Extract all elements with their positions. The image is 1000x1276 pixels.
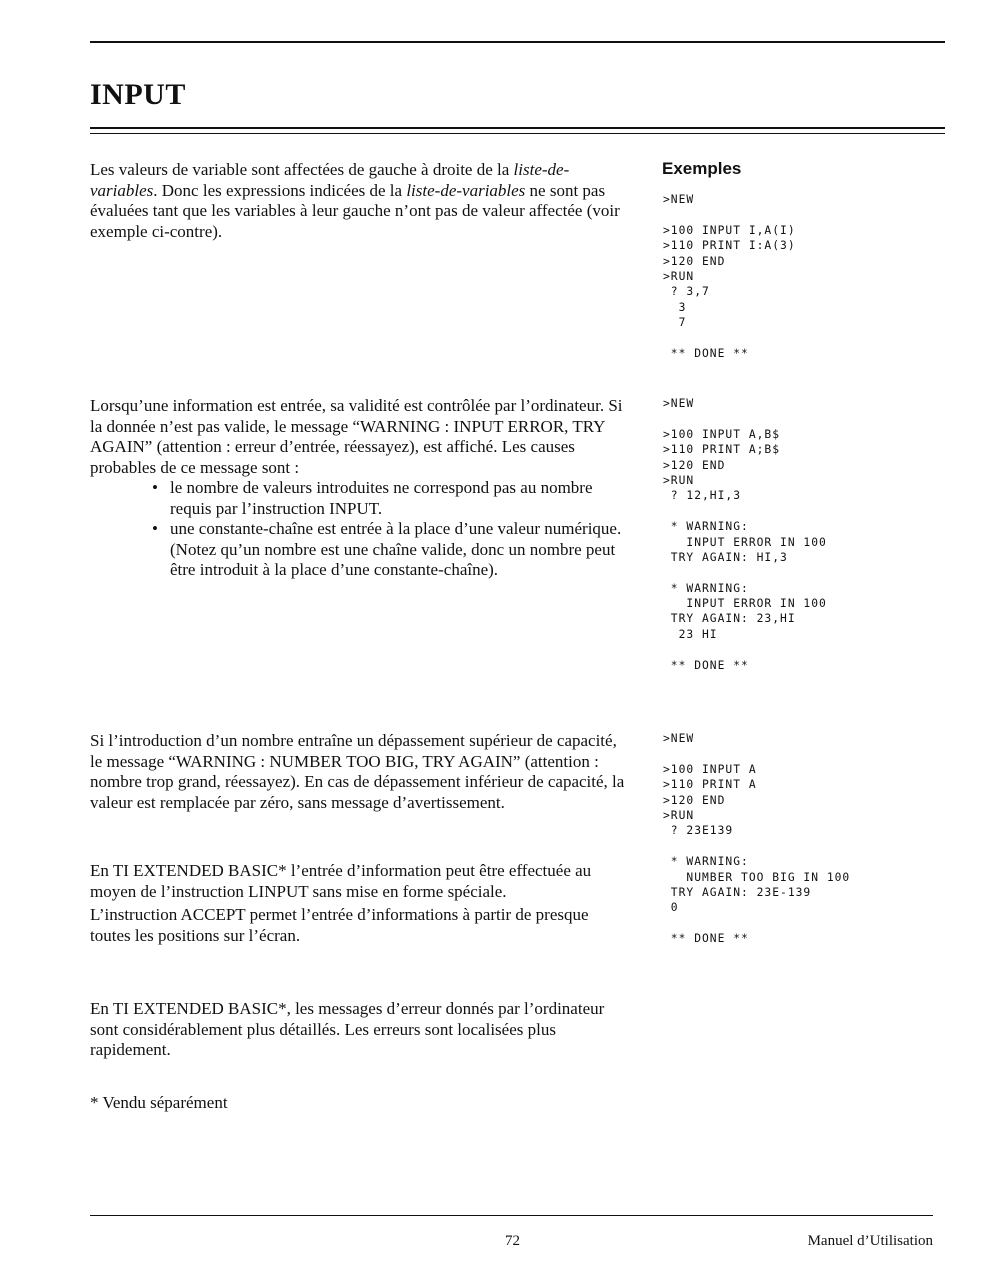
code-line: >NEW bbox=[663, 193, 695, 206]
section-extended-basic-errors bbox=[90, 999, 630, 1061]
code-line: TRY AGAIN: 23,HI bbox=[663, 612, 796, 626]
section-variable-assignment bbox=[90, 160, 630, 242]
code-line: >110 PRINT I:A(3) bbox=[663, 239, 796, 253]
code-line: 3 bbox=[663, 300, 687, 314]
cause-item: • une constante-chaîne est entrée à la place d’une valeur numérique. (Notez qu’un nombre est une chaîne valide, donc un nombre peut être introduit à la place d’une constante-chaîne). bbox=[152, 519, 630, 581]
code-line: >100 INPUT A bbox=[663, 762, 757, 776]
footer-rule bbox=[90, 1215, 933, 1216]
code-line bbox=[663, 916, 850, 931]
code-line: INPUT ERROR IN 100 bbox=[663, 535, 827, 549]
code-line: TRY AGAIN: HI,3 bbox=[663, 550, 788, 564]
code-line: >110 PRINT A bbox=[663, 778, 757, 792]
code-line: >100 INPUT I,A(I) bbox=[663, 223, 796, 237]
section-extended-basic-linput bbox=[90, 861, 630, 946]
code-line bbox=[663, 411, 827, 426]
title-double-rule-top bbox=[90, 127, 945, 129]
code-example-1 bbox=[663, 192, 796, 361]
code-line: TRY AGAIN: 23E-139 bbox=[663, 885, 812, 899]
code-line: ** DONE ** bbox=[663, 932, 749, 946]
code-line bbox=[663, 746, 850, 761]
examples-heading: Exemples bbox=[662, 159, 742, 178]
section-3-text: Si l’introduction d’un nombre entraîne un dépassement supérieur de capacité, le message “WARNING : NUMBER TOO BIG, TRY AGAIN” (attention : nombre trop grand, réessayez). En cas de dépassement inférieur de capacité, la valeur est remplacée par zéro, sans message d’avertissement. bbox=[90, 731, 625, 812]
section-4-text-2: L’instruction ACCEPT permet l’entrée d’informations à partir de presque toutes les positions sur l’écran. bbox=[90, 905, 589, 945]
code-line: * WARNING: bbox=[663, 855, 749, 869]
code-line: >120 END bbox=[663, 254, 726, 268]
code-example-2 bbox=[663, 396, 827, 673]
code-line: INPUT ERROR IN 100 bbox=[663, 597, 827, 611]
section-4-text: En TI EXTENDED BASIC* l’entrée d’information peut être effectuée au moyen de l’instruction LINPUT sans mise en forme spéciale. bbox=[90, 861, 592, 901]
code-line: ** DONE ** bbox=[663, 658, 749, 672]
code-line: >RUN bbox=[663, 808, 695, 822]
code-line bbox=[663, 504, 827, 519]
causes-list bbox=[90, 478, 630, 581]
code-line: ? 23E139 bbox=[663, 824, 734, 838]
code-line: ** DONE ** bbox=[663, 346, 749, 360]
code-line bbox=[663, 331, 796, 346]
section-input-validity bbox=[90, 396, 630, 581]
code-line: >100 INPUT A,B$ bbox=[663, 427, 781, 441]
code-line: ? 12,HI,3 bbox=[663, 489, 742, 503]
code-line: * WARNING: bbox=[663, 520, 749, 534]
manual-title: Manuel d’Utilisation bbox=[807, 1233, 933, 1249]
section-5-text: En TI EXTENDED BASIC*, les messages d’erreur donnés par l’ordinateur sont considérablement plus détaillés. Les erreurs sont localisées plus rapidement. bbox=[90, 999, 605, 1059]
cause-item: • le nombre de valeurs introduites ne correspond pas au nombre requis par l’instruction INPUT. bbox=[152, 478, 630, 519]
title-double-rule-bottom bbox=[90, 133, 945, 134]
code-line bbox=[663, 642, 827, 657]
page-number: 72 bbox=[505, 1233, 520, 1249]
code-line: NUMBER TOO BIG IN 100 bbox=[663, 870, 851, 884]
code-line: 0 bbox=[663, 901, 679, 915]
code-line: * WARNING: bbox=[663, 581, 749, 595]
section-1-text: Les valeurs de variable sont affectées de gauche à droite de la liste-de-variables. Donc les expressions indicées de la liste-de-variables ne sont pas évaluées tant que les variables à leur gauche n’ont pas de valeur affectée (voir exemple ci-contre). bbox=[90, 160, 620, 241]
code-line: ? 3,7 bbox=[663, 285, 710, 299]
code-line: >RUN bbox=[663, 269, 695, 283]
code-line: 7 bbox=[663, 316, 687, 330]
code-line bbox=[663, 207, 796, 222]
code-line: 23 HI bbox=[663, 627, 718, 641]
code-line: >110 PRINT A;B$ bbox=[663, 443, 781, 457]
section-2-text: Lorsqu’une information est entrée, sa validité est contrôlée par l’ordinateur. Si la donnée n’est pas valide, le message “WARNING : INPUT ERROR, TRY AGAIN” (attention : erreur d’entrée, réessayez), est affiché. Les causes probables de ce message sont : bbox=[90, 396, 623, 477]
page-title: INPUT bbox=[90, 78, 186, 111]
code-line: >NEW bbox=[663, 397, 695, 410]
footnote: * Vendu séparément bbox=[90, 1093, 228, 1112]
code-line: >120 END bbox=[663, 458, 726, 472]
code-line bbox=[663, 565, 827, 580]
code-line: >NEW bbox=[663, 732, 695, 745]
top-rule bbox=[90, 41, 945, 43]
code-line: >RUN bbox=[663, 473, 695, 487]
section-number-overflow bbox=[90, 731, 630, 813]
code-line: >120 END bbox=[663, 793, 726, 807]
code-line bbox=[663, 839, 850, 854]
code-example-3 bbox=[663, 731, 850, 946]
